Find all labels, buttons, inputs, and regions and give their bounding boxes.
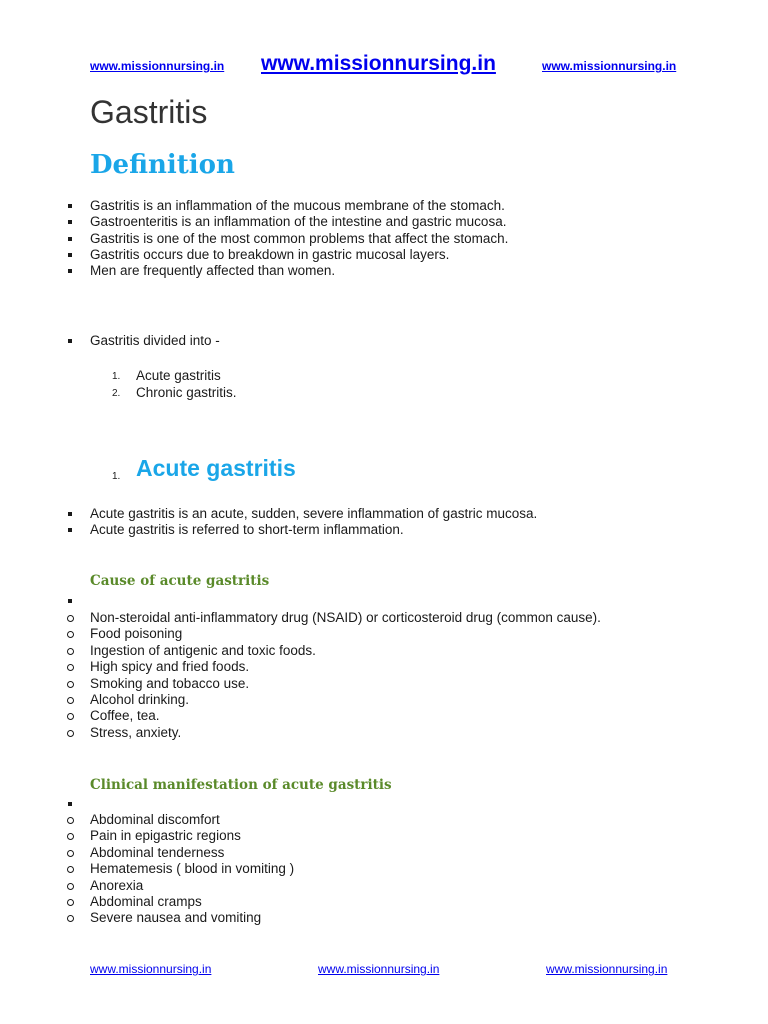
division-types-list — [0, 368, 237, 401]
list-item: Non-steroidal anti-inflammatory drug (NSAID) or corticosteroid drug (common cause). — [0, 610, 601, 626]
footer-link-left[interactable]: www.missionnursing.in — [90, 962, 212, 976]
list-number: 2. — [112, 387, 121, 399]
list-item: Food poisoning — [0, 626, 601, 642]
clinical-list — [0, 812, 294, 927]
list-item: Acute gastritis is an acute, sudden, severe inflammation of gastric mucosa. — [0, 506, 537, 522]
acute-list — [0, 506, 537, 539]
footer-link-center[interactable]: www.missionnursing.in — [318, 962, 440, 976]
list-item: Ingestion of antigenic and toxic foods. — [0, 643, 601, 659]
list-item: Coffee, tea. — [0, 708, 601, 724]
division-intro: Gastritis divided into - — [0, 333, 220, 349]
list-item-label: Chronic gastritis. — [136, 384, 237, 400]
list-item: Hematemesis ( blood in vomiting ) — [0, 861, 294, 877]
list-item: Anorexia — [0, 878, 294, 894]
definition-list — [0, 198, 508, 279]
cause-list — [0, 610, 601, 741]
list-item — [0, 385, 237, 402]
list-item: Alcohol drinking. — [0, 692, 601, 708]
division-intro-list — [0, 333, 220, 349]
bullet-marker — [68, 599, 72, 603]
list-item: Severe nausea and vomiting — [0, 910, 294, 926]
list-item: Gastritis occurs due to breakdown in gastric mucosal layers. — [0, 247, 508, 263]
list-number: 1. — [112, 371, 121, 382]
list-item-label: Acute gastritis — [136, 368, 221, 383]
bullet-marker — [68, 802, 72, 806]
list-item: Acute gastritis is referred to short-term inflammation. — [0, 522, 537, 538]
acute-heading: Acute gastritis — [136, 455, 296, 481]
list-item: Abdominal tenderness — [0, 845, 294, 861]
header-link-right[interactable]: www.missionnursing.in — [542, 59, 677, 73]
page-title: Gastritis — [90, 94, 208, 130]
list-item: Gastritis is an inflammation of the mucous membrane of the stomach. — [0, 198, 508, 214]
footer-link-right[interactable]: www.missionnursing.in — [546, 962, 668, 976]
cause-heading: Cause of acute gastritis — [90, 573, 270, 589]
list-item: Gastritis is one of the most common problems that affect the stomach. — [0, 231, 508, 247]
list-item: Gastroenteritis is an inflammation of the intestine and gastric mucosa. — [0, 214, 508, 230]
definition-heading: Definition — [90, 150, 235, 180]
list-item: Men are frequently affected than women. — [0, 263, 508, 279]
acute-heading-number: 1. — [112, 471, 121, 482]
header-link-left[interactable]: www.missionnursing.in — [90, 59, 225, 73]
list-item: Abdominal discomfort — [0, 812, 294, 828]
clinical-heading: Clinical manifestation of acute gastritis — [90, 777, 392, 793]
list-item: Pain in epigastric regions — [0, 828, 294, 844]
list-item: Abdominal cramps — [0, 894, 294, 910]
list-item — [0, 368, 237, 385]
list-item: Smoking and tobacco use. — [0, 676, 601, 692]
list-item: Stress, anxiety. — [0, 725, 601, 741]
header-link-center[interactable]: www.missionnursing.in — [261, 52, 496, 75]
list-item: High spicy and fried foods. — [0, 659, 601, 675]
